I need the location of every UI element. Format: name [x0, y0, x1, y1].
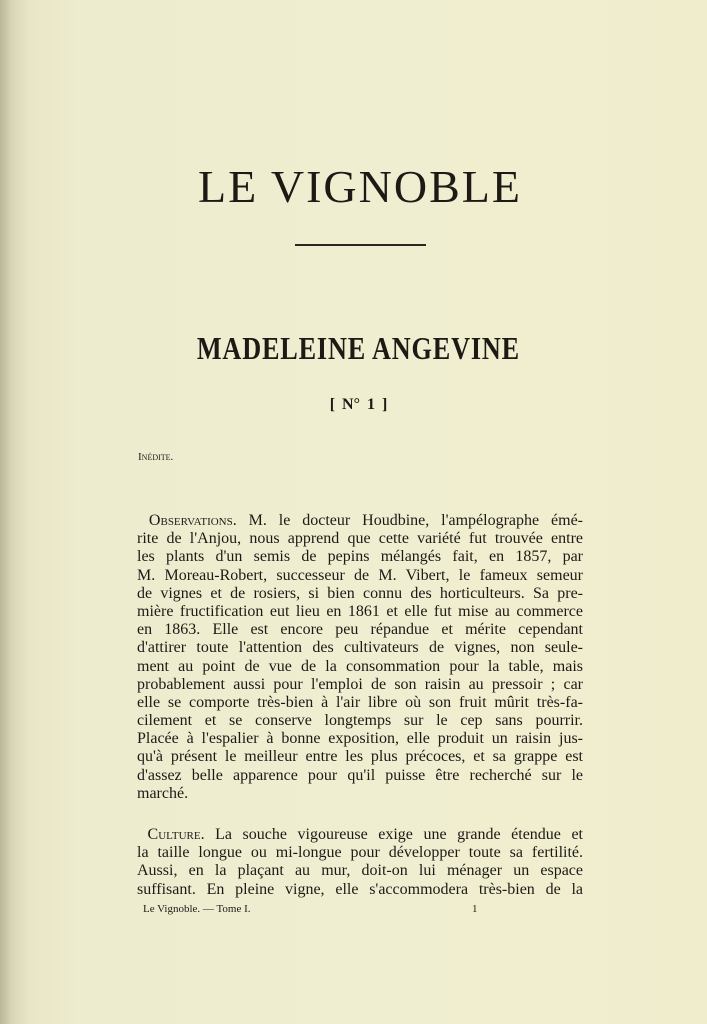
- book-title: LE VIGNOBLE: [198, 161, 522, 212]
- paragraph-line: de vignes et de rosiers, si bien connu des horticulteurs. Sa pre-: [137, 584, 583, 602]
- title-rule-divider: [295, 244, 426, 246]
- paragraph-line: d'assez belle apparence pour qu'il puisse être recherché sur le: [137, 766, 583, 784]
- status-label: Inédite.: [138, 451, 174, 463]
- paragraph-line: d'attirer toute l'attention des cultivateurs de vignes, non seule-: [137, 639, 583, 657]
- paragraph-line: Aussi, en la plaçant au mur, doit-on lui ménager un espace: [137, 862, 583, 880]
- signature-mark: 1: [472, 903, 478, 915]
- paragraph-line: elle se comporte très-bien à l'air libre où son fruit mûrit très-fa-: [137, 693, 583, 711]
- paragraph-line: mière fructification eut lieu en 1861 et elle fut mise au commerce: [137, 602, 583, 620]
- paragraph-line: Culture. La souche vigoureuse exige une grande étendue et: [147, 826, 583, 843]
- observations-lead: Observations.: [148, 512, 237, 529]
- paragraph-line: marché.: [137, 784, 189, 802]
- paragraph-line: la taille longue ou mi-longue pour développer toute sa fertilité.: [137, 844, 583, 862]
- paragraph-line: ment au point de vue de la consommation pour la table, mais: [137, 657, 583, 675]
- observations-paragraph: [137, 512, 583, 803]
- paragraph-line: suffisant. En pleine vigne, elle s'accommodera très-bien de la: [137, 880, 583, 898]
- paragraph-line: en 1863. Elle est encore peu répandue et mérite cependant: [137, 621, 583, 639]
- paragraph-line: probablement aussi pour l'emploi de son raisin au pressoir ; car: [137, 675, 583, 693]
- paragraph-line: les plants d'un semis de pepins mélangés fait, en 1857, par: [137, 548, 583, 566]
- culture-paragraph: [137, 826, 583, 899]
- paragraph-line: Observations. M. le docteur Houdbine, l'ampélographe émé-: [148, 512, 584, 529]
- paragraph-line: M. Moreau-Robert, successeur de M. Vibert, le fameux semeur: [137, 566, 583, 584]
- running-footer: Le Vignoble. — Tome I.: [143, 903, 251, 915]
- paragraph-line: cilement et se conserve longtemps sur le cep sans pourrir.: [137, 712, 583, 730]
- paragraph-line: rite de l'Anjou, nous apprend que cette variété fut trouvée entre: [137, 530, 583, 548]
- culture-lead: Culture.: [147, 826, 205, 843]
- variety-number: [ N° 1 ]: [329, 396, 388, 413]
- variety-heading: MADELEINE ANGEVINE: [196, 330, 520, 366]
- paragraph-line: Placée à l'espalier à bonne exposition, elle produit un raisin jus-: [137, 730, 583, 748]
- paragraph-line: qu'à présent le meilleur entre les plus précoces, et sa grappe est: [137, 748, 583, 766]
